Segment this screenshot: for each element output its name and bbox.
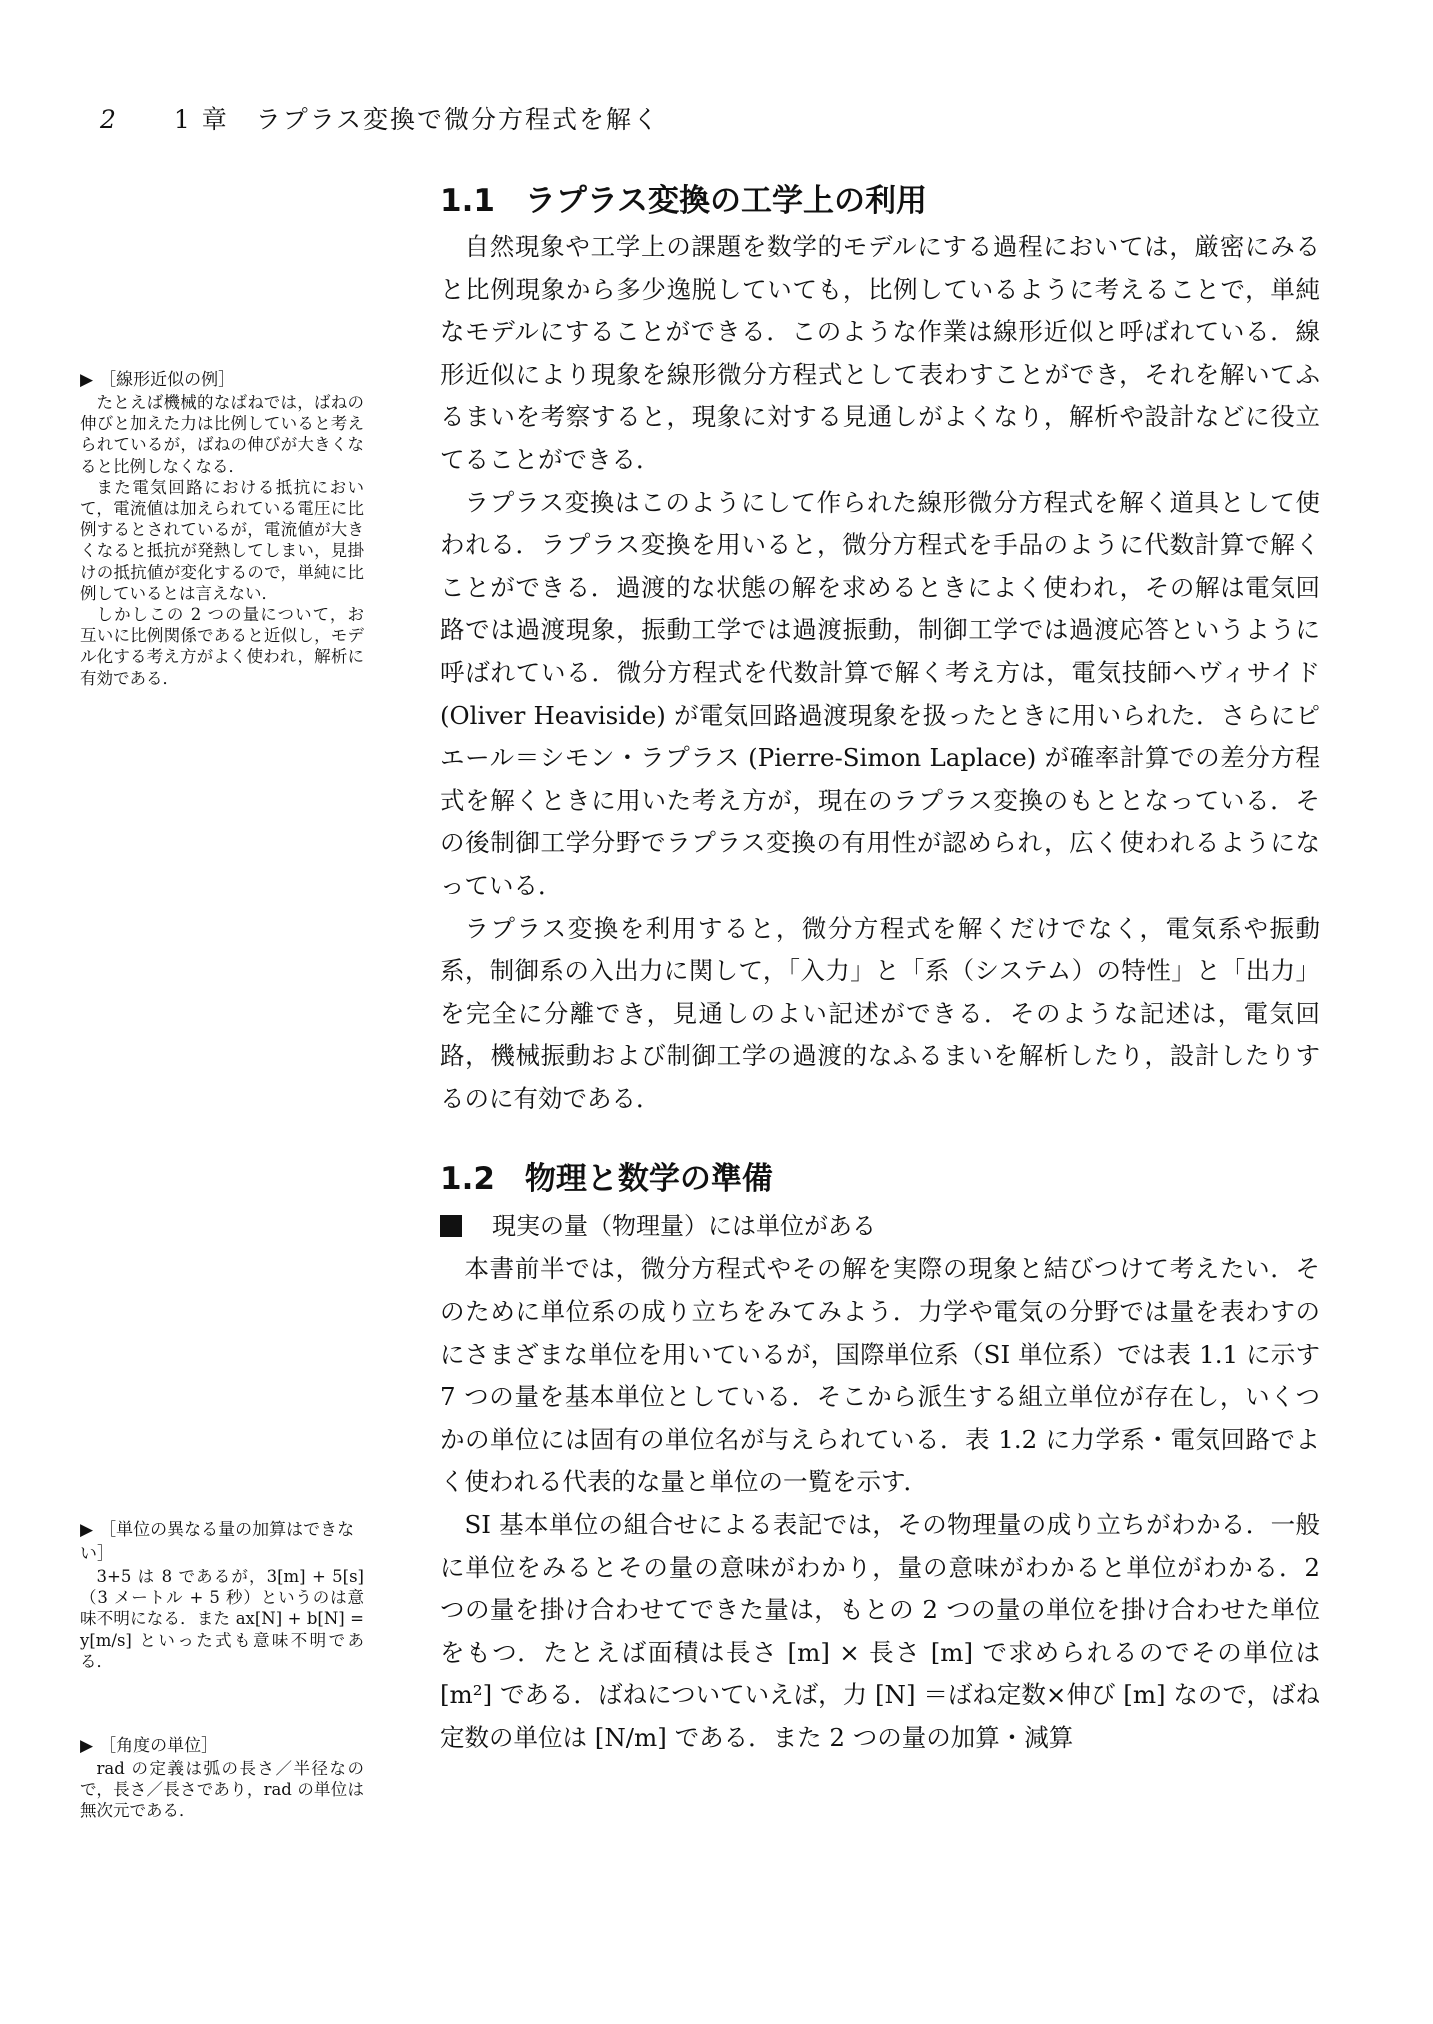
sidenote-text: また電気回路における抵抗において，電流値は加えられている電圧に比例するとされているが，電流値が大きくなると抵抗が発熱してしまい，見掛けの抵抗値が変化するので，単純に比例しているとは言えない． [80, 477, 364, 603]
paragraph: ラプラス変換はこのようにして作られた線形微分方程式を解く道具として使われる．ラプラス変換を用いると，微分方程式を手品のように代数計算で解くことができる．過渡的な状態の解を求めるときによく使われ，その解は電気回路では過渡現象，振動工学では過渡振動，制御工学では過渡応答というように呼ばれている．微分方程式を代数計算で解く考え方は，電気技師ヘヴィサイド (Oliver Heaviside) が電気回路過渡現象を扱ったときに用いられた．さらにピエール＝シモン・ラプラス (Pierre-Simon Laplace) が確率計算での差分方程式を解くときに用いた考え方が，現在のラプラス変換のもととなっている．その後制御工学分野でラプラス変換の有用性が認められ，広く使われるようになっている． [440, 487, 1320, 900]
paragraph: 本書前半では，微分方程式やその解を実際の現象と結びつけて考えたい．そのために単位系の成り立ちをみてみよう．力学や電気の分野では量を表わすのにさまざまな単位を用いているが，国際単位系（SI 単位系）では表 1.1 に示す 7 つの量を基本単位としている．そこから派生する組立単位が存在し，いくつかの単位には固有の単位名が与えられている．表 1.2 に力学系・電気回路でよく使われる代表的な量と単位の一覧を示す． [440, 1254, 1320, 1497]
sidenote-text: たとえば機械的なばねでは，ばねの伸びと加えた力は比例していると考えられているが，ばねの伸びが大きくなると比例しなくなる． [80, 393, 364, 476]
paragraph: ラプラス変換を利用すると，微分方程式を解くだけでなく，電気系や振動系，制御系の入出力に関して，「入力」と「系（システム）の特性」と「出力」を完全に分離でき，見通しのよい記述ができる．そのような記述は，電気回路，機械振動および制御工学の過渡的なふるまいを解析したり，設計したりするのに有効である． [440, 913, 1320, 1113]
triangle-right-icon: ▶ [80, 1520, 94, 1540]
page-number: 2 [100, 105, 118, 134]
sidenote-title: ▶ ［角度の単位］ [80, 1736, 219, 1756]
subsection-title: 現実の量（物理量）には単位がある [492, 1212, 876, 1241]
subsection-heading [440, 1204, 1320, 1248]
sidenote-linear-approximation [80, 368, 364, 689]
paragraph: SI 基本単位の組合せによる表記では，その物理量の成り立ちがわかる．一般に単位をみるとその量の意味がわかり，量の意味がわかると単位がわかる．2 つの量を掛け合わせてできた量は，もとの 2 つの量の単位を掛け合わせた単位をもつ．たとえば面積は長さ [m] × 長さ [m] で求められるのでその単位は [m²] である．ばねについていえば，力 [N] ＝ばね定数×伸び [m] なので，ばね定数の単位は [N/m] である．また 2 つの量の加算・減算 [440, 1510, 1320, 1752]
sidenote-title: ▶ ［線形近似の例］ [80, 370, 236, 390]
triangle-right-icon: ▶ [80, 1736, 94, 1756]
black-square-icon [440, 1215, 462, 1237]
section-title: 物理と数学の準備 [524, 1161, 773, 1198]
sidenote-text: しかしこの 2 つの量について，お互いに比例関係であると近似し，モデル化する考え方がよく使われ，解析に有効である． [80, 605, 364, 688]
section-number: 1.1 [440, 183, 495, 219]
section-title: ラプラス変換の工学上の利用 [524, 183, 927, 219]
section-number: 1.2 [440, 1161, 495, 1198]
chapter-title: 1 章 ラプラス変換で微分方程式を解く [173, 105, 660, 134]
sidenote-text: 3+5 は 8 であるが，3[m] + 5[s]（3 メートル + 5 秒）というのは意味不明になる．また ax[N] + b[N] = y[m/s] といった式も意味不明である． [80, 1567, 364, 1671]
paragraph: 自然現象や工学上の課題を数学的モデルにする過程においては，厳密にみると比例現象から多少逸脱していても，比例しているように考えることで，単純なモデルにすることができる．このような作業は線形近似と呼ばれている．線形近似により現象を線形微分方程式として表わすことができ，それを解いてふるまいを考察すると，現象に対する見通しがよくなり，解析や設計などに役立てることができる． [440, 232, 1320, 474]
main-column [440, 176, 1320, 1760]
sidenote-text: rad の定義は弧の長さ／半径なので，長さ／長さであり，rad の単位は無次元である． [80, 1759, 364, 1821]
triangle-right-icon: ▶ [80, 370, 94, 390]
sidenote-title: ▶ ［単位の異なる量の加算はできない］ [80, 1520, 355, 1564]
sidenote-angle-unit [80, 1734, 364, 1822]
section-heading-1-1 [440, 176, 1320, 226]
running-head [100, 100, 660, 136]
sidenote-unit-addition [80, 1518, 364, 1672]
section-heading-1-2 [440, 1154, 1320, 1204]
